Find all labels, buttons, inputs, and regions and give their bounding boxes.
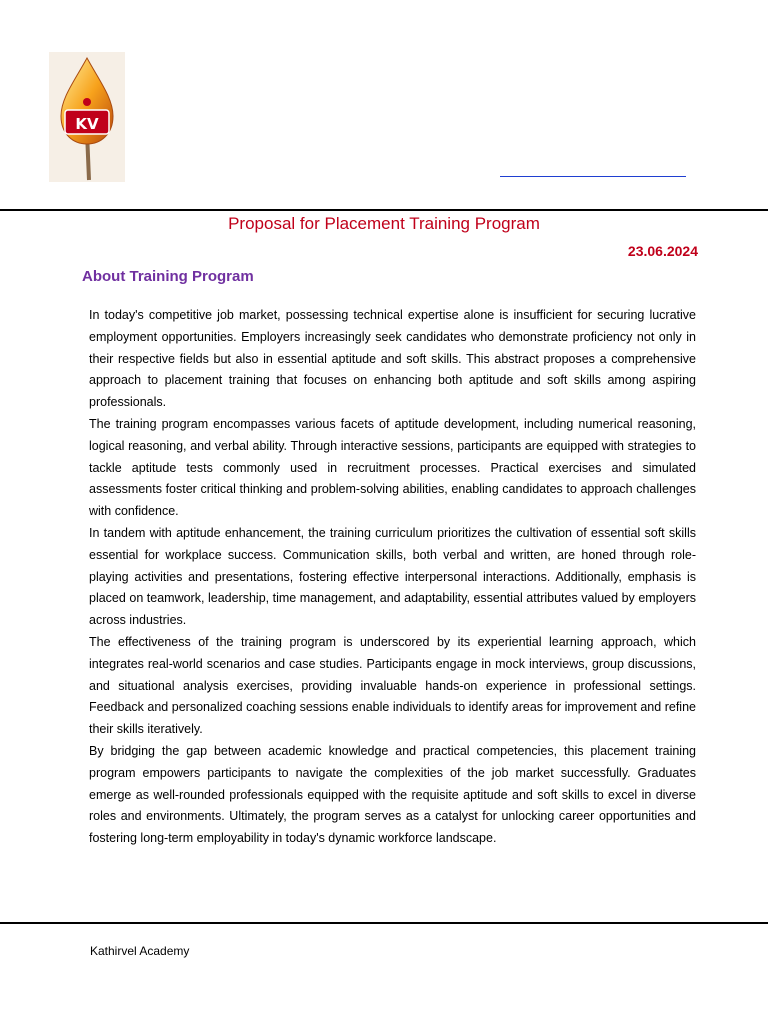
paragraph: In today's competitive job market, possessing technical expertise alone is insufficient for securing lucrative employment opportunities. Employers increasingly seek candidates who demonstrate proficiency not only in their respective fields but also in essential aptitude and soft skills. This abstract proposes a comprehensive approach to placement training that focuses on enhancing both aptitude and soft skills among aspiring professionals. — [89, 308, 696, 410]
footer-text: Kathirvel Academy — [90, 944, 190, 958]
paragraph: In tandem with aptitude enhancement, the training curriculum prioritizes the cultivation of essential soft skills essential for workplace success. Communication skills, both verbal and written, are honed through role-playing activities and presentations, fostering effective interpersonal interactions. Additionally, emphasis is placed on teamwork, leadership, time management, and adaptability, essential attributes valued by employers across industries. — [89, 525, 696, 628]
svg-text:KV: KV — [75, 115, 99, 133]
header-link-underline — [500, 176, 686, 177]
section-heading: About Training Program — [82, 268, 254, 285]
paragraph: The training program encompasses various facets of aptitude development, including numerical reasoning, logical reasoning, and verbal ability. Through interactive sessions, participants are equipped with strategies to tackle aptitude tests commonly used in recruitment processes. Practical exercises and simulated assessments foster critical thinking and problem-solving abilities, enabling candidates to approach challenges with confidence. — [89, 416, 696, 519]
paragraph: By bridging the gap between academic knowledge and practical competencies, this placement training program empowers participants to navigate the complexities of the job market successfully. Graduates emerge as well-rounded professionals equipped with the requisite aptitude and soft skills to excel in diverse roles and environments. Ultimately, the program serves as a catalyst for unlocking career opportunities and fostering long-term employability in today's dynamic workforce landscape. — [89, 743, 696, 846]
document-body — [89, 305, 696, 850]
header-divider — [0, 209, 768, 211]
footer-divider — [0, 922, 768, 924]
paragraph: The effectiveness of the training program is underscored by its experiential learning approach, which integrates real-world scenarios and case studies. Participants engage in mock interviews, group discussions, and situational analysis exercises, providing invaluable hands-on experience in professional settings. Feedback and personalized coaching sessions enable individuals to identify areas for improvement and refine their skills iteratively. — [89, 634, 696, 737]
document-date: 23.06.2024 — [627, 243, 698, 259]
document-title: Proposal for Placement Training Program — [228, 214, 540, 233]
academy-logo — [49, 52, 125, 182]
